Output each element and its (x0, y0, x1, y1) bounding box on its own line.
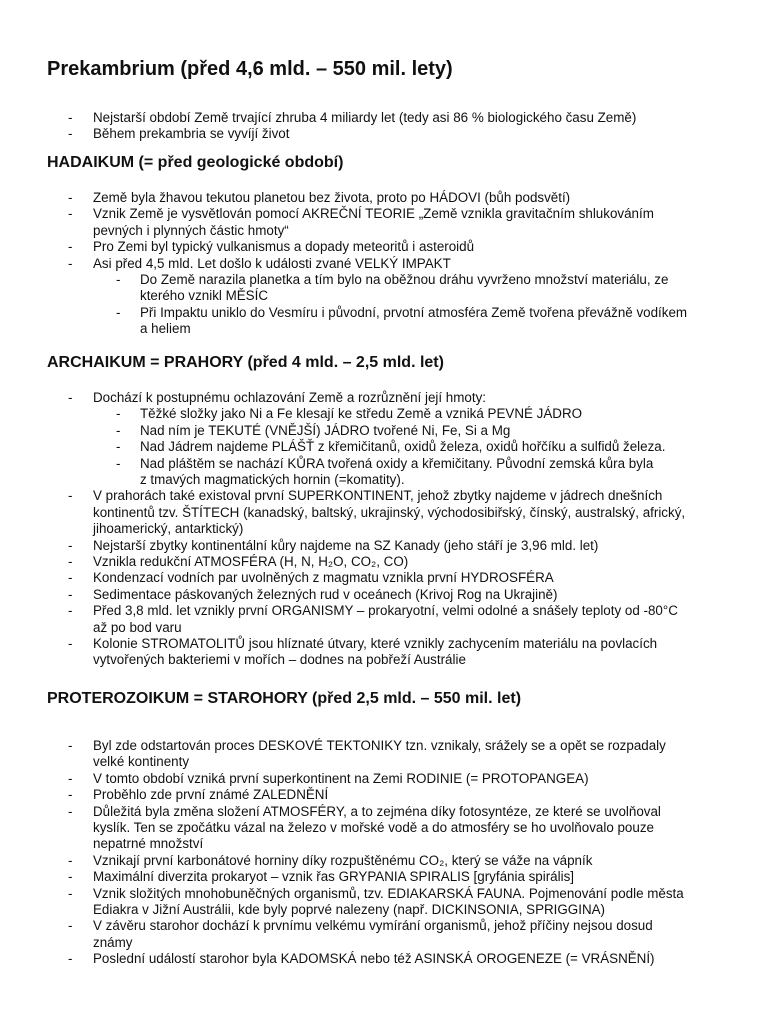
bullet-dash: - (68, 738, 73, 753)
bullet-dash: - (68, 239, 73, 255)
list-item-line: Maximální diverzita prokaryot – vznik řas GRYPANIA SPIRALIS [gryfánia spirális] (93, 869, 574, 885)
list-item-line: Vznik Země je vysvětlován pomocí AKREČNÍ TEORIE „Země vznikla gravitačním shlukováním (93, 206, 654, 222)
list-item-line: kontinentů tzv. ŠTÍTECH (kanadský, baltský, ukrajinský, východosibiřský, čínský, australský, africký, (93, 504, 686, 520)
list-item-line: vytvořených bakteriemi v mořích – dodnes na pobřeží Austrálie (93, 652, 466, 668)
list-item-line: Vznikají první karbonátové horniny díky rozpuštěnému CO₂, který se váže na vápník (93, 852, 593, 868)
list-item-line: velké kontinenty (93, 754, 190, 770)
bullet-dash: - (68, 869, 73, 885)
section-heading-proterozoikum: PROTEROZOIKUM = STAROHORY (před 2,5 mld. – 550 mil. let) (47, 690, 522, 707)
list-item-line: Nad Jádrem najdeme PLÁŠŤ z křemičitanů, oxidů železa, oxidů hořčíku a sulfidů železa. (140, 439, 666, 455)
bullet-dash: - (68, 255, 73, 271)
list-item-line: Nad ním je TEKUTÉ (VNĚJŠÍ) JÁDRO tvořené Ni, Fe, Si a Mg (140, 422, 511, 438)
list-item-line: Do Země narazila planetka a tím bylo na oběžnou dráhu vyvrženo množství materiálu, ze (140, 272, 669, 287)
bullet-dash: - (68, 390, 73, 405)
list-item-line: nepatrné množství (93, 836, 204, 852)
list-item-line: kyslík. Ten se zpočátku vázal na železo v mořské vodě a do atmosféry se ho uvolňovalo pouze (93, 820, 654, 835)
list-item-line: Důležitá byla změna složení ATMOSFÉRY, a to zejména díky fotosyntéze, ze které se uvolňoval (93, 803, 661, 819)
list-item-line: známy (93, 934, 133, 950)
bullet-dash: - (68, 852, 73, 868)
list-item-line: Dochází k postupnému ochlazování Země a rozrůznění její hmoty: (93, 390, 486, 405)
list-item-line: Při Impaktu uniklo do Vesmíru i původní, prvotní atmosféra Země tvořena převážně vodíkem (140, 304, 688, 320)
list-item-line: Byl zde odstartován proces DESKOVÉ TEKTONIKY tzn. vznikaly, srážely se a opět se rozpadaly (93, 738, 666, 753)
bullet-dash: - (116, 272, 121, 287)
bullet-dash: - (68, 951, 73, 967)
list-item-line: Nejstarší období Země trvající zhruba 4 miliardy let (tedy asi 86 % biologického času Země) (93, 110, 637, 125)
bullet-dash: - (68, 110, 73, 125)
list-item-line: Před 3,8 mld. let vznikly první ORGANISMY – prokaryotní, velmi odolné a snášely teploty od -80°C (93, 603, 678, 619)
list-item-line: Vznikla redukční ATMOSFÉRA (H, N, H₂O, CO₂, CO) (93, 554, 409, 569)
bullet-dash: - (68, 488, 73, 504)
list-item-line: Země byla žhavou tekutou planetou bez života, proto po HÁDOVI (bůh podsvětí) (93, 190, 571, 205)
list-item-line: pevných i plynných částic hmoty“ (93, 222, 289, 238)
list-item-line: z tmavých magmatických hornin (=komatity). (140, 472, 405, 487)
bullet-dash: - (116, 406, 121, 422)
list-item-line: V tomto období vzniká první superkontinent na Zemi RODINIE (= PROTOPANGEA) (93, 770, 589, 786)
list-item-line: Kolonie STROMATOLITŮ jsou hlíznaté útvary, které vznikly zachycením materiálu na povlacích (93, 636, 658, 651)
bullet-dash: - (68, 770, 73, 786)
page-title: Prekambrium (před 4,6 mld. – 550 mil. lety) (47, 58, 453, 80)
list-item-line: Vznik složitých mnohobuněčných organismů, tzv. EDIAKARSKÁ FAUNA. Pojmenování podle města (93, 885, 684, 901)
bullet-dash: - (116, 422, 121, 438)
list-item-line: Během prekambria se vyvíjí život (93, 126, 290, 142)
list-item-line: Proběhlo zde první známé ZALEDNĚNÍ (93, 787, 329, 803)
bullet-dash: - (68, 570, 73, 586)
list-item-line: Sedimentace páskovaných železných rud v oceánech (Krivoj Rog na Ukrajině) (93, 586, 558, 602)
bullet-dash: - (68, 803, 73, 819)
bullet-dash: - (68, 603, 73, 619)
bullet-dash: - (68, 918, 73, 934)
section-heading-archaikum: ARCHAIKUM = PRAHORY (před 4 mld. – 2,5 mld. let) (47, 354, 444, 371)
list-item-line: Nejstarší zbytky kontinentální kůry najdeme na SZ Kanady (jeho stáří je 3,96 mld. let) (93, 537, 599, 553)
bullet-dash: - (68, 206, 73, 222)
bullet-dash: - (68, 190, 73, 205)
bullet-dash: - (68, 885, 73, 901)
bullet-dash: - (68, 586, 73, 602)
bullet-dash: - (116, 455, 121, 471)
bullet-dash: - (68, 787, 73, 803)
bullet-dash: - (68, 636, 73, 651)
bullet-dash: - (68, 537, 73, 553)
list-item-line: Pro Zemi byl typický vulkanismus a dopady meteoritů i asteroidů (93, 239, 475, 255)
list-item-line: Poslední událostí starohor byla KADOMSKÁ nebo též ASINSKÁ OROGENEZE (= VRÁSNĚNÍ) (93, 951, 655, 967)
section-heading-hadaikum: HADAIKUM (= před geologické období) (47, 154, 344, 171)
list-item-line: Kondenzací vodních par uvolněných z magmatu vznikla první HYDROSFÉRA (93, 570, 554, 586)
bullet-dash: - (116, 439, 121, 455)
list-item-line: V prahorách také existoval první SUPERKONTINENT, jehož zbytky najdeme v jádrech dnešních (93, 488, 663, 504)
list-item-line: kterého vznikl MĚSÍC (140, 288, 268, 304)
list-item-line: V závěru starohor dochází k prvnímu velkému vymírání organismů, jehož příčiny nejsou dosud (93, 918, 653, 934)
bullet-dash: - (68, 126, 73, 142)
list-item-line: Nad pláštěm se nachází KŮRA tvořená oxidy a křemičitany. Původní zemská kůra byla (140, 455, 654, 471)
list-item-line: Asi před 4,5 mld. Let došlo k události zvané VELKÝ IMPAKT (93, 255, 451, 271)
bullet-dash: - (116, 304, 121, 320)
list-item-line: Ediakra v Jižní Austrálii, kde byly poprvé nalezeny (např. DICKINSONIA, SPRIGGINA) (93, 902, 606, 917)
bullet-dash: - (68, 554, 73, 569)
list-item-line: až po bod varu (93, 619, 182, 635)
list-item-line: a heliem (140, 321, 191, 337)
list-item-line: jihoamerický, antarktický) (93, 521, 244, 537)
list-item-line: Těžké složky jako Ni a Fe klesají ke středu Země a vzniká PEVNÉ JÁDRO (140, 406, 583, 422)
